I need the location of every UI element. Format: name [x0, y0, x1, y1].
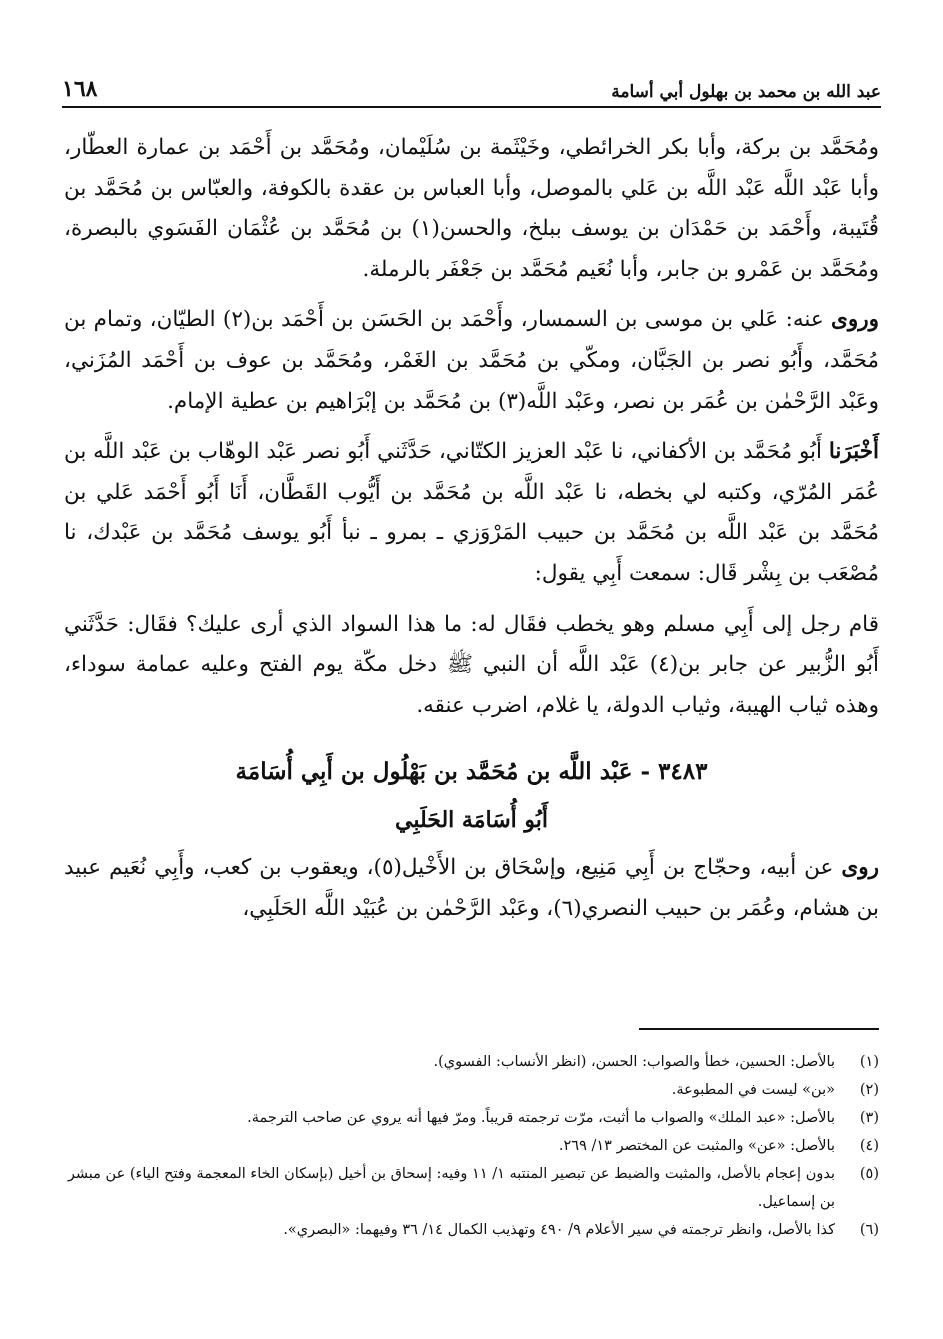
footnote-number: (٦): [859, 1222, 879, 1238]
footnote-text: بدون إعجام بالأصل، والمثبت والضبط عن تبصير المنتبه ١/ ١١ وفيه: إسحاق بن أخيل (بإسكان الخاء المعجمة وفتح الياء) عن مبشر بن إسماعيل.: [67, 1166, 835, 1210]
footnote-text: «بن» ليست في المطبوعة.: [671, 1082, 835, 1098]
entry-title: ٣٤٨٣ - عَبْد اللَّه بن مُحَمَّد بن بَهْلُول بن أَبِي أُسَامَة: [235, 758, 708, 786]
page-number: ١٦٨: [62, 76, 98, 102]
footnote-text: بالأصل: الحسين، خطأ والصواب: الحسن، (انظر الأنساب: الفسوي).: [433, 1054, 835, 1070]
footnote-text: بالأصل: «عن» والمثبت عن المختصر ١٣/ ٢٦٩.: [558, 1138, 835, 1154]
page-header: [62, 62, 881, 102]
footnote-number: (١): [859, 1054, 879, 1070]
footnote: [64, 1216, 879, 1244]
footnote: [64, 1160, 879, 1216]
paragraph-lead: روى: [841, 855, 879, 881]
paragraph: [64, 300, 879, 422]
footnote: [64, 1076, 879, 1104]
footnote: [64, 1132, 879, 1160]
paragraph-lead: أَخْبَرَنا: [828, 439, 879, 465]
paragraph-text: أَبُو مُحَمَّد بن الأكفاني، نا عَبْد العزيز الكتّاني، حَدَّثَني أَبُو نصر عَبْد الوهّاب بن عَبْد اللَّه بن عُمَر المُرّي، وكتبه لي بخطه، نا عَبْد اللَّه بن مُحَمَّد بن أَيُّوب القَطَّان، أَنَا أَبُو أَحْمَد عَلي بن مُحَمَّد بن عَبْد اللَّه بن مُحَمَّد بن حبيب المَرْوَزي ـ بمرو ـ نبأ أَبُو يوسف مُحَمَّد بن عَبْدك، نا مُصْعَب بن بِشْر قَال: سمعت أَبِي يقول:: [64, 439, 879, 586]
main-text: [64, 128, 879, 940]
paragraph-text: عنه: عَلي بن موسى بن السمسار، وأَحْمَد بن الحَسَن بن أَحْمَد بن(٢) الطيّان، وتمام بن مُحَمَّد، وأَبُو نصر بن الجَبَّان، ومكّي بن مُحَمَّد بن الغَمْر، ومُحَمَّد بن عوف بن أَحْمَد المُزَني، وعَبْد الرَّحْمٰن بن عُمَر بن نصر، وعَبْد اللَّه(٣) بن مُحَمَّد بن إبْرَاهيم بن عطية الإمام.: [64, 307, 879, 414]
entry-subtitle: أَبُو أُسَامَة الحَلَبِي: [394, 807, 549, 834]
paragraph-text: ومُحَمَّد بن بركة، وأبا بكر الخرائطي، وخَيْثَمة بن سُلَيْمان، ومُحَمَّد بن أَحْمَد بن عمارة العطّار، وأبا عَبْد اللَّه عَبْد اللَّه بن عَلي بالموصل، وأبا العباس بن عقدة بالكوفة، والعبّاس بن مُحَمَّد بن قُتَيبة، وأَحْمَد بن حَمْدَان بن يوسف ببلخ، والحسن(١) بن مُحَمَّد بن عُثْمَان الفَسَوي بالبصرة، ومُحَمَّد بن عَمْرو بن جابر، وأبا نُعَيم مُحَمَّد بن جَعْفَر بالرملة.: [64, 135, 879, 282]
paragraph-text: قام رجل إلى أَبِي مسلم وهو يخطب فقَال له: ما هذا السواد الذي أرى عليك؟ فقَال: حَدَّثَني أَبُو الزُّبير عن جابر بن(٤) عَبْد اللَّه أن النبي ﷺ دخل مكّة يوم الفتح وعليه عمامة سوداء، وهذه ثياب الهيبة، وثياب الدولة، يا غلام، اضرب عنقه.: [64, 611, 879, 718]
footnote: [64, 1048, 879, 1076]
footnote-number: (٢): [859, 1082, 879, 1098]
footnote-number: (٤): [859, 1138, 879, 1154]
footnote: [64, 1104, 879, 1132]
paragraph-text: عن أبيه، وحجّاج بن أَبِي مَنِيع، وإسْحَاق بن الأَخْيل(٥)، ويعقوب بن كعب، وأَبِي نُعَيم عبيد بن هشام، وعُمَر بن حبيب النصري(٦)، وعَبْد الرَّحْمٰن بن عُبَيْد اللَّه الحَلَبِي،: [64, 855, 879, 921]
footnote-number: (٣): [859, 1110, 879, 1126]
paragraph-lead: وروى: [831, 307, 880, 333]
paragraph: [64, 128, 879, 290]
footnote-text: كذا بالأصل، وانظر ترجمته في سير الأعلام ٩/ ٤٩٠ وتهذيب الكمال ١٤/ ٣٦ وفيهما: «البصري».: [283, 1222, 835, 1238]
entry-paragraph: [64, 848, 879, 929]
footnote-text: بالأصل: «عبد الملك» والصواب ما أثبت، مرّت ترجمته قريباً. ومرّ فيها أنه يروي عن صاحب الترجمة.: [247, 1110, 835, 1126]
paragraph: [64, 605, 879, 727]
paragraph: [64, 432, 879, 594]
footnote-number: (٥): [859, 1166, 879, 1182]
footnote-rule: [639, 1028, 879, 1030]
header-rule: [62, 106, 881, 108]
running-title: عبد الله بن محمد بن بهلول أبي أسامة: [611, 82, 881, 102]
footnotes: [64, 1048, 879, 1244]
